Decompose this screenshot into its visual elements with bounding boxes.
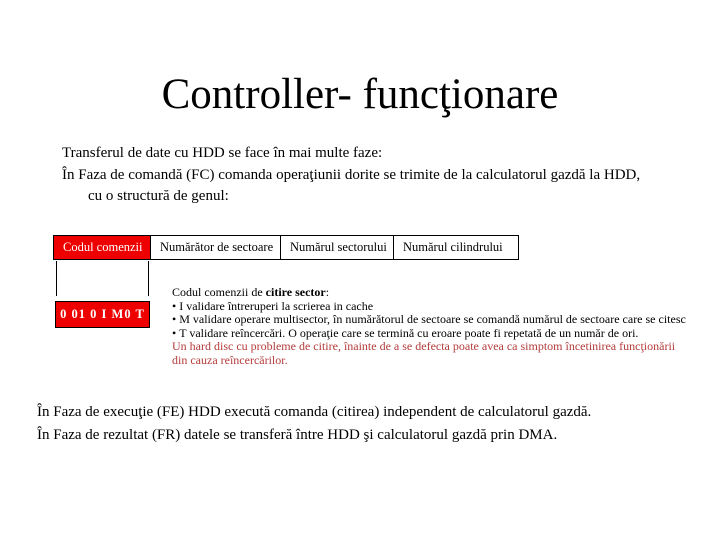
table-cell-sector-number: Numărul sectorului bbox=[281, 236, 394, 260]
warning-note-line-2: din cauza reîncercărilor. bbox=[172, 352, 288, 367]
outro-line-1: În Faza de execuţie (FE) HDD execută comanda (citirea) independent de calculatorul gazdă. bbox=[37, 404, 592, 420]
description-intro bbox=[172, 286, 720, 300]
description-intro-bold: citire sector bbox=[265, 285, 326, 299]
intro-line-1: Transferul de date cu HDD se face în mai multe faze: bbox=[62, 145, 383, 161]
warning-note-line-1: Un hard disc cu probleme de citire, înainte de a se defecta poate avea ca simptom încetinirea funcţionării bbox=[172, 339, 676, 354]
table-cell-sector-counter: Numărător de sectoare bbox=[151, 236, 281, 260]
outro-line-2: În Faza de rezultat (FR) datele se transferă între HDD şi calculatorul gazdă prin DMA. bbox=[37, 426, 558, 443]
description-intro-prefix: Codul comenzii de bbox=[172, 285, 266, 299]
connector-open-cell bbox=[56, 261, 149, 296]
table-header-row bbox=[54, 236, 519, 260]
bullet-marker: • bbox=[172, 298, 177, 313]
slide-title: Controller- funcţionare bbox=[161, 71, 559, 118]
outro-paragraph bbox=[37, 401, 591, 446]
intro-line-2: În Faza de comandă (FC) comanda operaţiunii dorite se trimite de la calculatorul gazdă la HDD, bbox=[62, 166, 641, 183]
bullet-marker: • bbox=[172, 325, 177, 340]
intro-line-3: cu o structură de genul: bbox=[88, 188, 229, 204]
bullet-text: I validare întreruperi la scrierea in cache bbox=[179, 298, 374, 313]
command-code-cell: 0 01 0 I M0 T bbox=[55, 301, 150, 328]
command-structure-table bbox=[53, 235, 519, 260]
bullet-item bbox=[172, 313, 720, 327]
intro-paragraph bbox=[62, 143, 640, 208]
bullet-item bbox=[172, 300, 720, 314]
command-description bbox=[172, 286, 720, 368]
bullet-item bbox=[172, 327, 720, 341]
bullet-text: M validare operare multisector, în numărătorul de sectoare se comandă numărul de sectoare care se citesc bbox=[179, 312, 686, 327]
bullet-text: T validare reîncercări. O operaţie care se termină cu eroare poate fi repetată de un număr de ori. bbox=[179, 325, 639, 340]
table-cell-cylinder-number: Numărul cilindrului bbox=[394, 236, 519, 260]
bullet-marker: • bbox=[172, 312, 177, 327]
description-intro-suffix: : bbox=[325, 285, 330, 299]
table-cell-command-code: Codul comenzii bbox=[54, 236, 151, 260]
